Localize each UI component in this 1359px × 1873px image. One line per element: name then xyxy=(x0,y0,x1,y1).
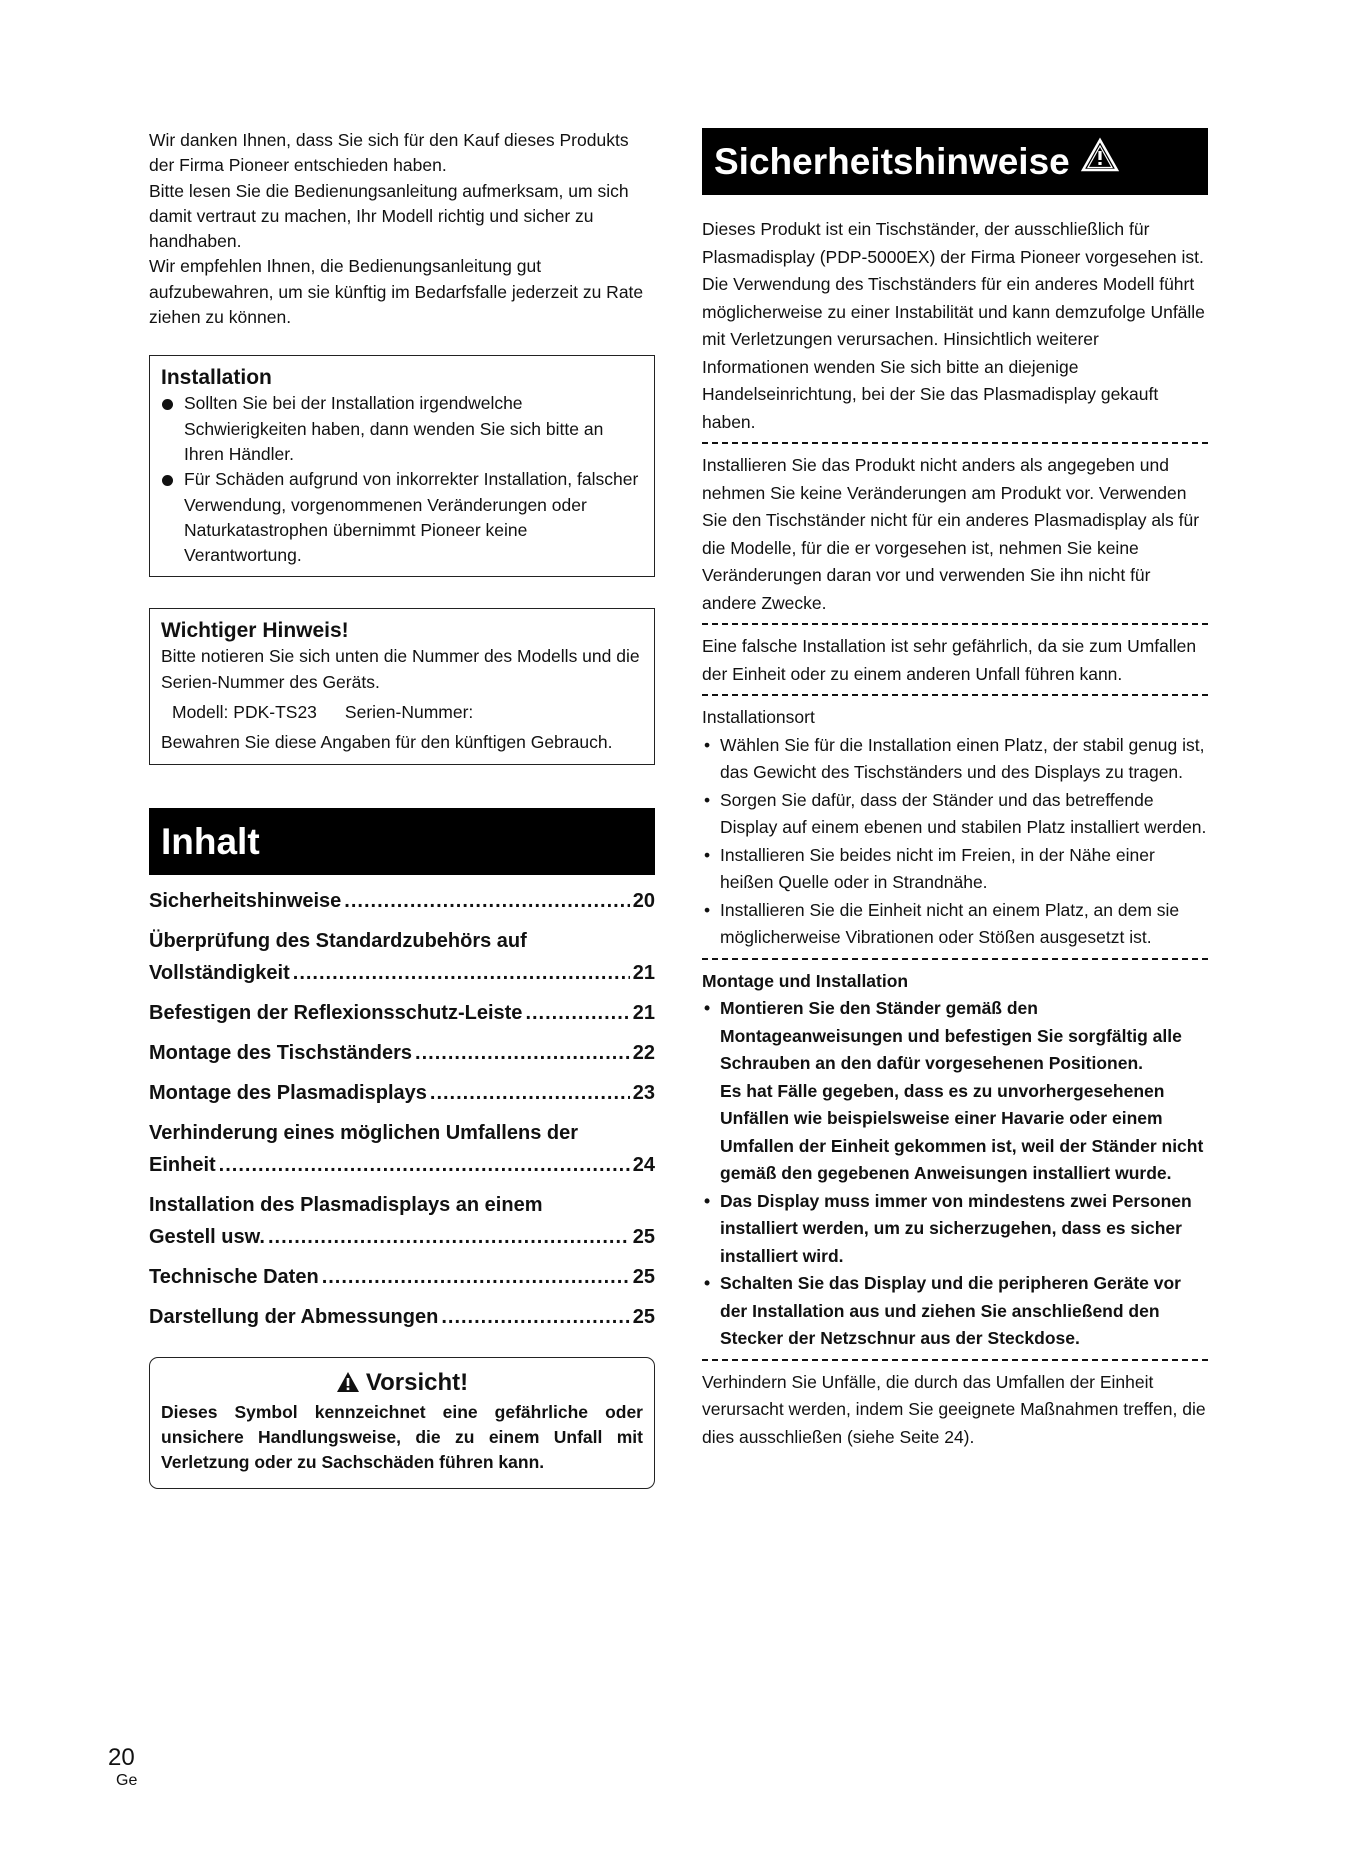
location-item xyxy=(702,732,1208,787)
hint-box xyxy=(149,608,655,764)
dashed-divider xyxy=(702,694,1208,696)
table-of-contents xyxy=(149,885,655,1333)
toc-entry xyxy=(149,1301,655,1333)
installation-item xyxy=(161,467,643,568)
dashed-divider xyxy=(702,442,1208,444)
bullet-icon: • xyxy=(704,734,711,755)
toc-entry xyxy=(149,1037,655,1069)
bullet-icon xyxy=(162,475,173,486)
toc-entry-label: Technische Daten xyxy=(149,1265,319,1288)
toc-entry-label: Gestell usw. xyxy=(149,1225,265,1248)
installation-title: Installation xyxy=(161,366,272,390)
installation-item-text: Für Schäden aufgrund von inkorrekter Installation, falscher Verwendung, vorgenommenen Veränderungen oder Naturkatastrophen übernimmt Pioneer keine Verantwortung. xyxy=(184,469,639,566)
bullet-icon: • xyxy=(704,998,711,1018)
toc-entry-page: 25 xyxy=(632,1265,655,1288)
toc-entry-page: 24 xyxy=(632,1153,655,1176)
hint-title: Wichtiger Hinweis! xyxy=(161,619,349,643)
bullet-icon: • xyxy=(704,1190,711,1211)
toc-leader-dots xyxy=(219,1149,630,1181)
location-item-text: Installieren Sie beides nicht im Freien, in der Nähe einer heißen Quelle oder in Strandnähe. xyxy=(720,844,1155,892)
page-number: 20 xyxy=(108,1744,135,1771)
inhalt-title: Inhalt xyxy=(161,820,260,862)
intro-paragraph: Wir empfehlen Ihnen, die Bedienungsanleitung gut aufzubewahren, um sie künftig im Bedarfsfalle jederzeit zu Rate ziehen zu können. xyxy=(149,256,644,328)
toc-entry-label: Darstellung der Abmessungen xyxy=(149,1305,439,1328)
hint-footer: Bewahren Sie diese Angaben für den künftigen Gebrauch. xyxy=(161,732,613,753)
serial-number-label: Serien-Nummer: xyxy=(344,702,474,723)
toc-entry-page: 25 xyxy=(632,1305,655,1328)
location-item-text: Installieren Sie die Einheit nicht an einem Platz, an dem sie möglicherweise Vibrationen oder Stößen ausgesetzt ist. xyxy=(720,899,1180,947)
location-item-text: Wählen Sie für die Installation einen Platz, der stabil genug ist, das Gewicht des Tischständers und des Displays zu tragen. xyxy=(720,734,1205,782)
caution-heading xyxy=(161,1368,643,1398)
toc-entry-label: Montage des Plasmadisplays xyxy=(149,1081,427,1104)
mounting-item xyxy=(702,995,1208,1188)
toc-entry-page: 21 xyxy=(632,961,655,984)
toc-entry xyxy=(149,885,655,917)
hint-text: Bitte notieren Sie sich unten die Nummer des Modells und die Serien-Nummer des Geräts. xyxy=(161,646,640,692)
toc-leader-dots xyxy=(430,1077,630,1109)
model-line xyxy=(161,700,643,725)
mounting-item-text: Schalten Sie das Display und die peripheren Geräte vor der Installation aus und ziehen Sie anschließend den Stecker der Netzschnur aus der Steckdose. xyxy=(720,1273,1181,1348)
installation-box xyxy=(149,355,655,577)
location-heading: Installationsort xyxy=(702,707,815,727)
toc-entry-page: 20 xyxy=(632,889,655,912)
toc-entry xyxy=(149,1117,655,1181)
dashed-divider xyxy=(702,623,1208,625)
location-item-text: Sorgen Sie dafür, dass der Ständer und das betreffende Display auf einem ebenen und stabilen Platz installiert werden. xyxy=(720,789,1207,837)
toc-entry-page: 22 xyxy=(632,1041,655,1064)
mounting-item xyxy=(702,1188,1208,1271)
toc-leader-dots xyxy=(344,885,629,917)
intro-paragraph: Wir danken Ihnen, dass Sie sich für den Kauf dieses Produkts der Firma Pioneer entschieden haben. xyxy=(149,130,629,176)
caution-box xyxy=(149,1357,655,1489)
bullet-icon xyxy=(162,399,173,410)
warning-icon xyxy=(336,1371,360,1393)
location-item xyxy=(702,842,1208,897)
toc-entry-label: Montage des Tischständers xyxy=(149,1041,413,1064)
toc-entry-label: Einheit xyxy=(149,1153,216,1176)
page-language: Ge xyxy=(116,1772,138,1789)
inhalt-banner xyxy=(149,808,655,875)
toc-entry-label: Befestigen der Reflexionsschutz-Leiste xyxy=(149,1001,523,1024)
right-column xyxy=(702,128,1208,1451)
location-item xyxy=(702,897,1208,952)
toc-entry-page: 23 xyxy=(632,1081,655,1104)
toc-leader-dots xyxy=(441,1301,629,1333)
toc-entry-title-line: Verhinderung eines möglichen Umfallens der xyxy=(149,1121,578,1144)
left-column xyxy=(149,128,655,1489)
model-number: Modell: PDK-TS23 xyxy=(172,702,317,723)
mounting-item-note: Es hat Fälle gegeben, dass es zu unvorhergesehenen Unfällen wie beispielsweise einer Havarie oder einem Umfallen der Einheit gekommen ist, weil der Ständer nicht gemäß den gegebenen Anweisungen installiert wurde. xyxy=(720,1080,1204,1183)
safety-banner xyxy=(702,128,1208,195)
safety-paragraph: Eine falsche Installation ist sehr gefährlich, da sie zum Umfallen der Einheit oder zu einem anderen Unfall führen kann. xyxy=(702,636,1197,684)
installation-item xyxy=(161,391,643,467)
mounting-item xyxy=(702,1270,1208,1353)
toc-entry-page: 21 xyxy=(632,1001,655,1024)
bullet-icon: • xyxy=(704,1273,711,1293)
toc-entry-page: 25 xyxy=(632,1225,655,1248)
safety-title: Sicherheitshinweise xyxy=(714,141,1070,182)
dashed-divider xyxy=(702,1359,1208,1361)
safety-final-paragraph: Verhindern Sie Unfälle, die durch das Umfallen der Einheit verursacht werden, indem Sie geeignete Maßnahmen treffen, die dies ausschließen (siehe Seite 24). xyxy=(702,1371,1206,1447)
safety-paragraph: Installieren Sie das Produkt nicht anders als angegeben und nehmen Sie keine Veränderungen am Produkt vor. Verwenden Sie den Tischständer nicht für ein anderes Plasmadisplay als für die Modelle, für die er vorgesehen ist, nehmen Sie keine Veränderungen daran vor und verwenden Sie ihn nicht für andere Zwecke. xyxy=(702,455,1200,613)
toc-leader-dots xyxy=(268,1221,630,1253)
toc-leader-dots xyxy=(322,1261,630,1293)
intro-text xyxy=(149,128,655,330)
warning-icon xyxy=(1080,127,1120,194)
bullet-icon: • xyxy=(704,844,711,865)
toc-entry xyxy=(149,1261,655,1293)
toc-entry xyxy=(149,1189,655,1253)
bullet-icon: • xyxy=(704,789,711,810)
mounting-item-text: Montieren Sie den Ständer gemäß den Montageanweisungen und befestigen Sie sorgfältig alle Schrauben an den dafür vorgesehenen Positionen. xyxy=(720,998,1182,1073)
toc-leader-dots xyxy=(525,997,629,1029)
toc-entry-label: Sicherheitshinweise xyxy=(149,889,342,912)
toc-entry xyxy=(149,997,655,1029)
bullet-icon: • xyxy=(704,899,711,920)
toc-leader-dots xyxy=(415,1037,630,1069)
intro-paragraph: Bitte lesen Sie die Bedienungsanleitung aufmerksam, um sich damit vertraut zu machen, Ihr Modell richtig und sicher zu handhaben. xyxy=(149,180,629,252)
caution-title: Vorsicht! xyxy=(365,1368,469,1396)
mounting-item-text: Das Display muss immer von mindestens zwei Personen installiert werden, um zu sicherzugehen, dass es sicher installiert wird. xyxy=(720,1190,1192,1266)
location-item xyxy=(702,787,1208,842)
mounting-heading: Montage und Installation xyxy=(702,970,909,991)
safety-paragraph: Dieses Produkt ist ein Tischständer, der ausschließlich für Plasmadisplay (PDP-5000EX) der Firma Pioneer vorgesehen ist. Die Verwendung des Tischständers für ein anderes Modell führt möglicherweise zu einer Instabilität und kann demzufolge Unfälle mit Verletzungen verursachen. Hinsichtlich weiterer Informationen wenden Sie sich bitte an diejenige Handelseinrichtung, bei der Sie das Plasmadisplay gekauft haben. xyxy=(702,219,1205,432)
toc-entry xyxy=(149,925,655,989)
toc-entry-title-line: Überprüfung des Standardzubehörs auf xyxy=(149,929,527,952)
toc-entry-title-line: Installation des Plasmadisplays an einem xyxy=(149,1193,543,1216)
toc-leader-dots xyxy=(293,957,630,989)
toc-entry-label: Vollständigkeit xyxy=(149,961,290,984)
dashed-divider xyxy=(702,958,1208,960)
caution-text: Dieses Symbol kennzeichnet eine gefährliche oder unsichere Handlungsweise, die zu einem Unfall mit Verletzung oder zu Sachschäden führen kann. xyxy=(161,1401,643,1473)
installation-item-text: Sollten Sie bei der Installation irgendwelche Schwierigkeiten haben, dann wenden Sie sich bitte an Ihren Händler. xyxy=(184,393,604,464)
toc-entry xyxy=(149,1077,655,1109)
